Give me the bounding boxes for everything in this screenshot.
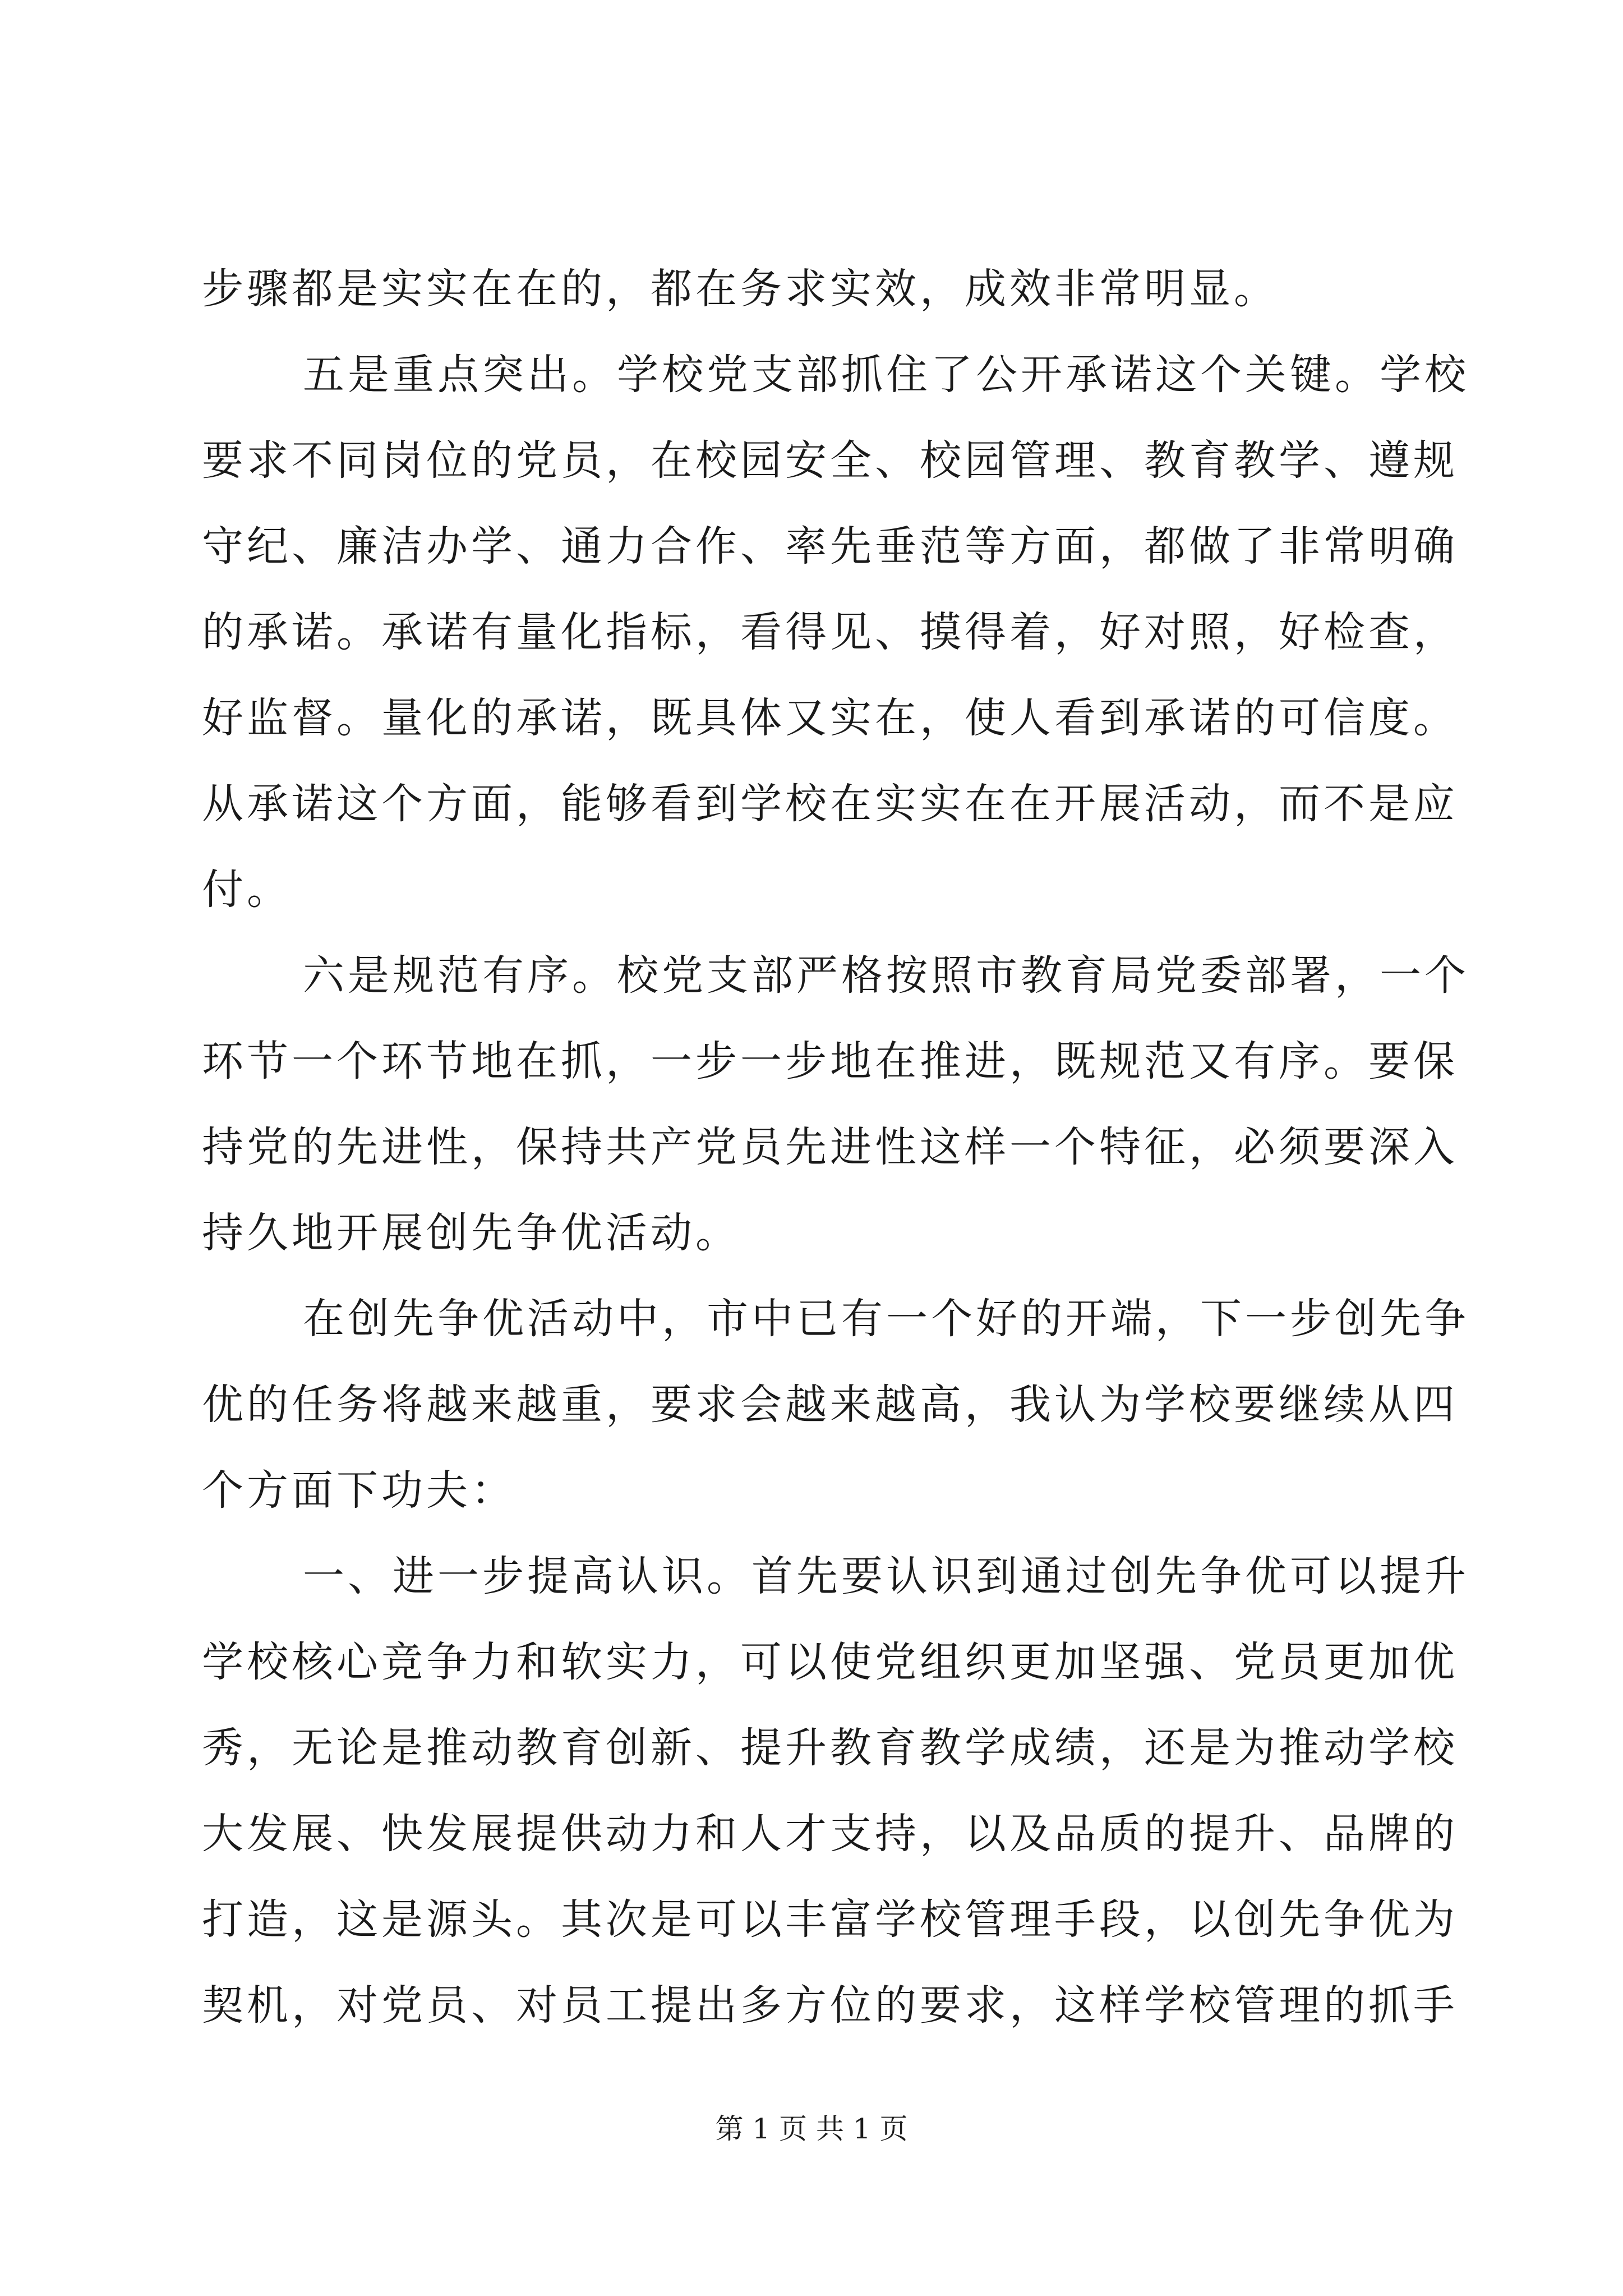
text-line: 守纪、廉洁办学、通力合作、率先垂范等方面，都做了非常明确 bbox=[202, 522, 1458, 570]
paragraph-start-line: 六是规范有序。校党支部严格按照市教育局党委部署，一个 bbox=[303, 951, 1469, 1000]
text-line: 大发展、快发展提供动力和人才支持，以及品质的提升、品牌的 bbox=[202, 1810, 1458, 1858]
paragraph-start-line: 在创先争优活动中，市中已有一个好的开端，下一步创先争 bbox=[303, 1295, 1469, 1343]
paragraph-start-line: 一、进一步提高认识。首先要认识到通过创先争优可以提升 bbox=[303, 1552, 1469, 1600]
text-line: 从承诺这个方面，能够看到学校在实实在在开展活动，而不是应 bbox=[202, 780, 1458, 828]
text-line: 好监督。量化的承诺，既具体又实在，使人看到承诺的可信度。 bbox=[202, 694, 1458, 742]
text-line: 环节一个环节地在抓，一步一步地在推进，既规范又有序。要保 bbox=[202, 1037, 1458, 1085]
text-line: 个方面下功夫： bbox=[202, 1466, 516, 1515]
text-line: 持党的先进性，保持共产党员先进性这样一个特征，必须要深入 bbox=[202, 1123, 1458, 1171]
text-line: 优的任务将越来越重，要求会越来越高，我认为学校要继续从四 bbox=[202, 1381, 1458, 1429]
text-line: 打造，这是源头。其次是可以丰富学校管理手段，以创先争优为 bbox=[202, 1895, 1458, 1944]
text-line: 持久地开展创先争优活动。 bbox=[202, 1209, 740, 1257]
text-line: 学校核心竞争力和软实力，可以使党组织更加坚强、党员更加优 bbox=[202, 1638, 1458, 1686]
page-footer: 第 1 页 共 1 页 bbox=[715, 2113, 908, 2145]
text-line: 要求不同岗位的党员，在校园安全、校园管理、教育教学、遵规 bbox=[202, 436, 1458, 485]
text-line: 秀，无论是推动教育创新、提升教育教学成绩，还是为推动学校 bbox=[202, 1724, 1458, 1772]
text-line: 契机，对党员、对员工提出多方位的要求，这样学校管理的抓手 bbox=[202, 1981, 1458, 2030]
text-line: 的承诺。承诺有量化指标，看得见、摸得着，好对照，好检查， bbox=[202, 608, 1458, 656]
text-line: 步骤都是实实在在的，都在务求实效，成效非常明显。 bbox=[202, 265, 1279, 313]
paragraph-start-line: 五是重点突出。学校党支部抓住了公开承诺这个关键。学校 bbox=[303, 351, 1469, 399]
text-line: 付。 bbox=[202, 866, 292, 914]
